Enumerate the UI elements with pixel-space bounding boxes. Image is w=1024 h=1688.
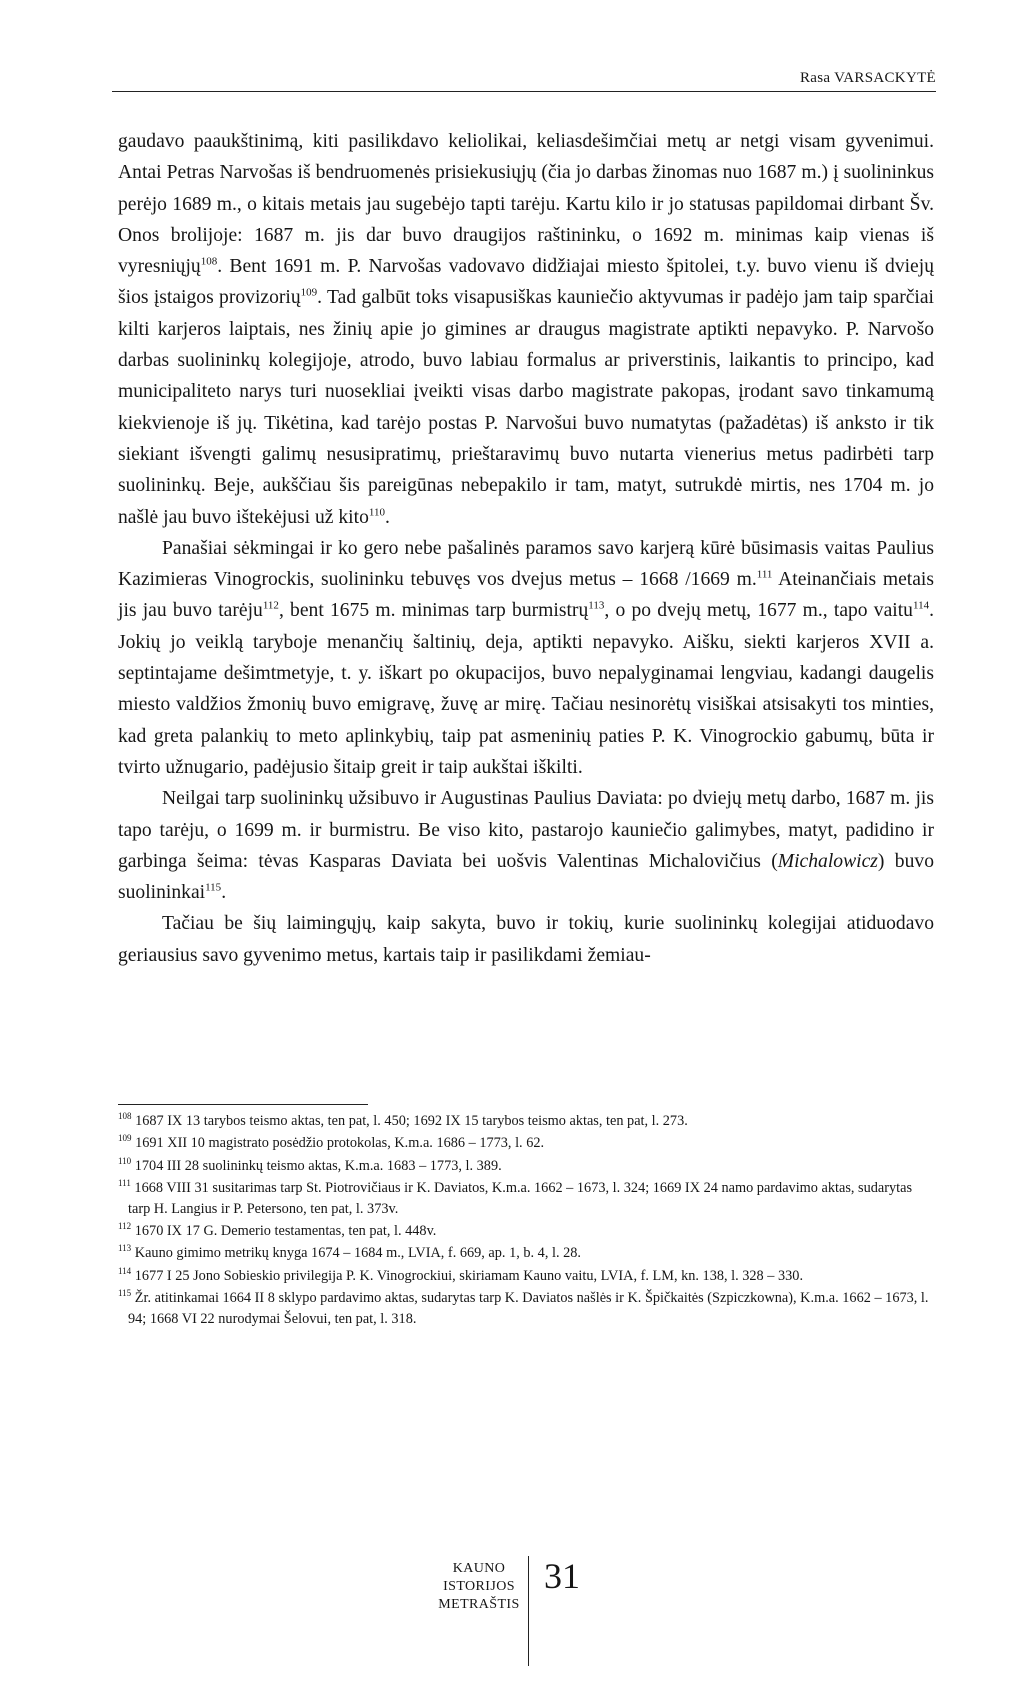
text-run: Tačiau be šių laimingųjų, kaip sakyta, buvo ir tokių, kurie suolininkų kolegijai atiduodavo geriausius savo gyvenimo metus, kartais taip ir pasilikdami žemiau- (118, 913, 934, 966)
text-run: . (221, 882, 227, 904)
footnote (118, 1288, 934, 1329)
footnote-reference: 110 (368, 506, 385, 519)
footnote-reference: 108 (200, 255, 218, 268)
text-run: . (384, 506, 390, 528)
footnote (118, 1221, 934, 1241)
italic-term: Michalowicz (777, 850, 878, 872)
text-run: . Tad galbūt toks visapusiškas kauniečio aktyvumas ir padėjo jam taip sparčiai kilti karjeros laiptais, nes žinių apie jo gimines ar draugus magistrate aptikti nepavyko. P. Narvošo darbas suolininkų kolegijoje, atrodo, buvo labiau formalus ar priverstinis, laikantis to principo, kad municipaliteto narys turi nuosekliai įveikti visas darbo magistrate pakopas, įrodant savo tinkamumą kiekvienoje iš jų. Tikėtina, kad tarėjo postas P. Narvošui buvo numatytas (pažadėtas) iš anksto ir tik siekiant išvengti galimų nesusipratimų, prieštaravimų buvo nutarta vienerius metus padirbėti tarp suolininkų. Beje, aukščiau šis pareigūnas nebepakilo ir tam, matyt, sutrukdė mirtis, nes 1704 m. jo našlė jau buvo ištekėjusi už kito (118, 287, 934, 528)
body-paragraph (118, 908, 934, 971)
header-author: Rasa VARSACKYTĖ (799, 70, 936, 86)
footnote-text: 1704 III 28 suolininkų teismo aktas, K.m.a. 1683 – 1773, l. 389. (131, 1157, 502, 1174)
body-paragraph (118, 783, 934, 908)
footnotes-section (118, 1104, 934, 1331)
footnote-rule (118, 1104, 368, 1105)
running-header (112, 70, 936, 92)
text-run: Neilgai tarp suolininkų užsibuvo ir Augustinas Paulius Daviata: po dviejų metų darbo, 1687 m. jis tapo tarėju, o 1699 m. ir burmistru. Be viso kito, pastarojo kauniečio galimybes, matyt, padidino ir garbinga šeima: tėvas Kasparas Daviata bei uošvis Valentinas Michalovičius ( (118, 788, 934, 872)
text-run: . Bent 1691 m. P. Narvošas vadovavo didžiajai miesto špitolei, t.y. buvo vienu iš dviejų šios įstaigos provizorių (118, 256, 934, 309)
footnote (118, 1111, 934, 1131)
footnote (118, 1266, 934, 1286)
text-run: . Jokių jo veiklą taryboje menančių šaltinių, deja, aptikti nepavyko. Aišku, siekti karjeros XVII a. septintajame dešimtmetyje, t. y. iškart po okupacijos, buvo nepalyginamai lengviau, kadangi daugelis miesto valdžios žmonių buvo emigravę, žuvę ar mirę. Tačiau nesinorėtų visiškai atsisakyti tos minties, kad greta palankių to meto aplinkybių, taip pat asmeninių paties P. K. Vinogrockio gabumų, būta ir tvirto užnugario, padėjusio šitaip greit ir taip aukštai iškilti. (118, 600, 934, 778)
footnote-text: 1670 IX 17 G. Demerio testamentas, ten pat, l. 448v. (131, 1223, 437, 1240)
footnote-reference: 112 (262, 599, 279, 612)
footnote-list (118, 1111, 934, 1329)
journal-title-line: ISTORIJOS (443, 1579, 515, 1594)
footnote-reference: 113 (588, 599, 605, 612)
footnote-text: Kauno gimimo metrikų knyga 1674 – 1684 m., LVIA, f. 669, ap. 1, b. 4, l. 28. (131, 1245, 581, 1262)
footnote-number: 109 (118, 1133, 132, 1144)
text-run: Ateinančiais metais jis jau buvo tarėju (118, 569, 934, 622)
footnote-reference: 114 (912, 599, 930, 612)
journal-title (436, 1560, 522, 1614)
main-text (118, 126, 934, 971)
footnote (118, 1133, 934, 1153)
text-run: Panašiai sėkmingai ir ko gero nebe pašalinės paramos savo karjerą kūrė būsimasis vaitas Paulius Kazimieras Vinogrockis, suolininku tebuvęs vos dvejus metus – 1668 /1669 m. (118, 537, 934, 591)
body-paragraph (118, 126, 934, 533)
footnote-text: 1668 VIII 31 susitarimas tarp St. Piotrovičiaus ir K. Daviatos, K.m.a. 1662 – 1673, l. 324; 1669 IX 24 namo pardavimo aktas, sudarytas tarp H. Langius ir P. Petersono, ten pat, l. 373v. (128, 1180, 913, 1217)
footnote-number: 111 (118, 1178, 131, 1189)
journal-title-line: METRAŠTIS (438, 1597, 520, 1612)
footnote-text: 1691 XII 10 magistrato posėdžio protokolas, K.m.a. 1686 – 1773, l. 62. (131, 1135, 545, 1152)
text-run: ) buvo suolininkai (118, 850, 934, 904)
footnote-number: 112 (118, 1221, 132, 1232)
text-run: , o po dvejų metų, 1677 m., tapo vaitu (604, 600, 913, 622)
footnote-reference: 109 (300, 286, 318, 299)
footnote-number: 114 (118, 1266, 132, 1277)
footnote-text: 1677 I 25 Jono Sobieskio privilegija P. K. Vinogrockiui, skiriamam Kauno vaitu, LVIA, f. LM, kn. 138, l. 328 – 330. (131, 1267, 804, 1284)
footnote-number: 115 (118, 1288, 132, 1299)
footnote-text: 1687 IX 13 tarybos teismo aktas, ten pat, l. 450; 1692 IX 15 tarybos teismo aktas, ten pat, l. 273. (131, 1113, 688, 1129)
footnote-reference: 111 (756, 568, 773, 581)
text-run: gaudavo paaukštinimą, kiti pasilikdavo keliolikai, keliasdešimčiai metų ar netgi visam gyvenimui. Antai Petras Narvošas iš bendruomenės prisiekusiųjų (čia jo darbas žinomas nuo 1687 m.) į suolininkus perėjo 1689 m., o kitais metais jau sugebėjo tapti tarėju. Kartu kilo ir jo statusas papildomai dirbant Šv. Onos brolijoje: 1687 m. jis dar buvo draugijos raštininku, o 1692 m. minimas kaip vienas iš vyresniųjų (118, 131, 934, 278)
footnote-reference: 115 (205, 881, 222, 894)
footnote (118, 1156, 934, 1176)
body-paragraph (118, 533, 934, 783)
journal-title-line: KAUNO (452, 1561, 506, 1576)
text-run: , bent 1675 m. minimas tarp burmistrų (278, 600, 589, 622)
footnote (118, 1178, 934, 1219)
page-number: 31 (544, 1556, 580, 1596)
footnote-number: 113 (118, 1243, 132, 1254)
footer-divider (528, 1556, 529, 1666)
footnote-text: Žr. atitinkamai 1664 II 8 sklypo pardavimo aktas, sudarytas tarp K. Daviatos našlės ir K. Špičkaitės (Szpiczkowna), K.m.a. 1662 – 1673, l. 94; 1668 VI 22 nurodymai Šelovui, ten pat, l. 318. (128, 1290, 929, 1327)
footnote-number: 108 (118, 1111, 132, 1122)
footnote (118, 1243, 934, 1263)
footnote-number: 110 (118, 1156, 132, 1167)
